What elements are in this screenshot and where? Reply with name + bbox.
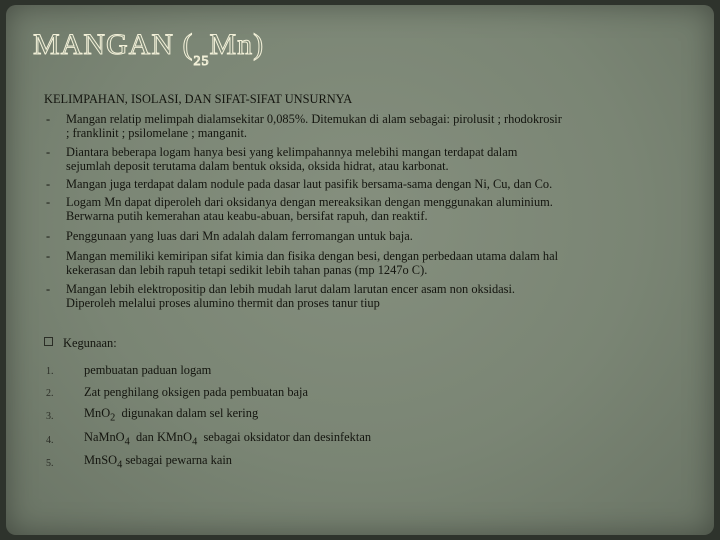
bullet-marker: - <box>46 112 51 126</box>
bullet-line: Mangan juga terdapat dalam nodule pada dasar laut pasifik bersama-sama dengan Ni, Cu, dan Co. <box>66 177 553 191</box>
kegunaan-title: Kegunaan: <box>63 336 117 350</box>
bullet-item <box>66 177 706 191</box>
title-text: MANGAN ( <box>33 28 194 61</box>
bullet-line: sejumlah deposit terutama dalam bentuk oksida, oksida hidrat, atau karbonat. <box>66 159 449 174</box>
bullet-marker: - <box>46 177 51 191</box>
kegunaan-text: MnO <box>84 406 111 420</box>
bullet-item <box>66 195 706 224</box>
title-atomic-number: 25 <box>193 54 210 69</box>
bullet-marker: - <box>46 145 51 159</box>
subscript: 4 <box>192 436 198 448</box>
list-number: 5. <box>46 458 54 469</box>
kegunaan-text: Zat penghilang oksigen pada pembuatan baja <box>84 385 308 399</box>
list-number: 1. <box>46 366 54 377</box>
bullet-line: Diantara beberapa logam hanya besi yang kelimpahannya melebihi mangan terdapat dalam <box>66 145 518 159</box>
kegunaan-text: sebagai oksidator dan desinfektan <box>197 430 372 444</box>
bullet-line: Mangan relatip melimpah dialamsekitar 0,085%. Ditemukan di alam sebagai: pirolusit ; rhodokrosir <box>66 112 562 126</box>
kegunaan-item <box>84 453 232 473</box>
section-heading: KELIMPAHAN, ISOLASI, DAN SIFAT-SIFAT UNSURNYA <box>44 92 353 106</box>
kegunaan-item <box>84 363 211 377</box>
subscript: 4 <box>117 459 123 471</box>
kegunaan-text: dan KMnO <box>129 430 193 444</box>
subscript: 2 <box>110 412 116 424</box>
kegunaan-item <box>84 430 371 450</box>
list-number: 4. <box>46 435 54 446</box>
bullet-line: ; franklinit ; psilomelane ; manganit. <box>66 126 248 141</box>
bullet-marker: - <box>46 282 51 296</box>
bullet-item <box>66 112 706 141</box>
square-bullet-icon <box>44 337 53 346</box>
kegunaan-text: digunakan dalam sel kering <box>115 406 259 420</box>
kegunaan-item <box>84 406 258 426</box>
bullet-line: Diperoleh melalui proses alumino thermit dan proses tanur tiup <box>66 296 380 311</box>
kegunaan-text: MnSO <box>84 453 118 467</box>
bullet-item <box>66 229 706 243</box>
slide-title <box>33 28 265 69</box>
bullet-line: Berwarna putih kemerahan atau keabu-abuan, bersifat rapuh, dan reaktif. <box>66 209 428 224</box>
kegunaan-text: NaMnO <box>84 430 125 444</box>
subscript: 4 <box>124 436 130 448</box>
kegunaan-text: sebagai pewarna kain <box>122 453 232 467</box>
bullet-item <box>66 145 706 174</box>
bullet-line: Mangan lebih elektropositip dan lebih mudah larut dalam larutan encer asam non oksidasi. <box>66 282 516 296</box>
list-number: 2. <box>46 388 54 399</box>
bullet-line: kekerasan dan lebih rapuh tetapi sedikit lebih tahan panas (mp 1247o C). <box>66 263 428 278</box>
bullet-line: Penggunaan yang luas dari Mn adalah dalam ferromangan untuk baja. <box>66 229 413 243</box>
bullet-item <box>66 249 706 278</box>
bullet-marker: - <box>46 195 51 209</box>
bullet-marker: - <box>46 249 51 263</box>
kegunaan-text: pembuatan paduan logam <box>84 363 212 377</box>
bullet-line: Mangan memiliki kemiripan sifat kimia dan fisika dengan besi, dengan perbedaan utama dalam hal <box>66 249 559 263</box>
bullet-marker: - <box>46 229 51 243</box>
list-number: 3. <box>46 411 54 422</box>
title-element: Mn) <box>209 28 265 61</box>
bullet-item <box>66 282 706 311</box>
bullet-line: Logam Mn dapat diperoleh dari oksidanya dengan mereaksikan dengan menggunakan aluminium. <box>66 195 553 209</box>
kegunaan-item <box>84 385 308 399</box>
